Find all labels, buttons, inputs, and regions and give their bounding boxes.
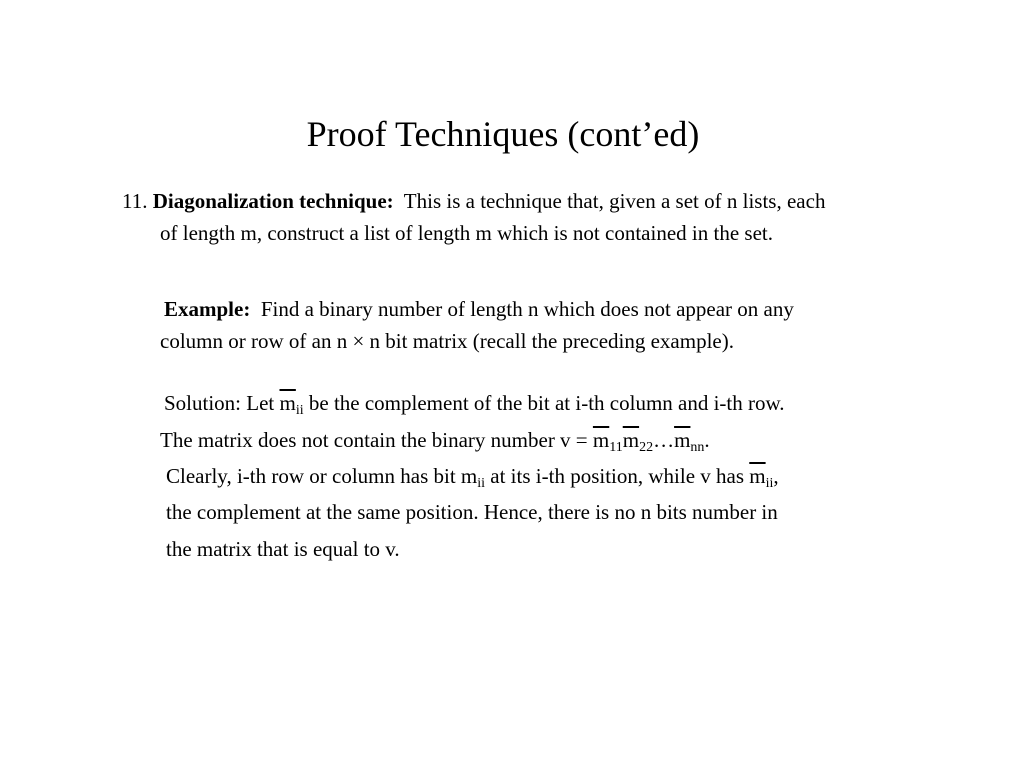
item-line-2: of length m, construct a list of length m which is not contained in the set. bbox=[160, 221, 773, 245]
complement-symbol: $\overline{m}$ bbox=[279, 391, 296, 415]
solution-line-3 bbox=[166, 463, 779, 489]
solution-line-2 bbox=[160, 427, 710, 453]
solution-line-4: the complement at the same position. Hence, there is no n bits number in bbox=[166, 500, 778, 524]
complement-symbol: $\overline{m}$ bbox=[749, 464, 766, 488]
punctuation: . bbox=[704, 428, 710, 452]
example-line-1 bbox=[164, 296, 794, 322]
solution-text: Clearly, i-th row or column has bit m bbox=[166, 464, 478, 488]
subscript: ii bbox=[295, 403, 304, 418]
punctuation: , bbox=[773, 464, 779, 488]
solution-text: be the complement of the bit at i-th column and i-th row. bbox=[308, 391, 785, 415]
subscript: ii bbox=[765, 476, 774, 491]
subscript: 22 bbox=[639, 440, 654, 455]
example-label: Example: bbox=[164, 297, 251, 321]
subscript: 11 bbox=[609, 440, 623, 455]
complement-symbol: $\overline{m}$ bbox=[674, 428, 691, 452]
solution-line-1 bbox=[164, 390, 785, 416]
example-text-1: Find a binary number of length n which does not appear on any bbox=[260, 297, 794, 321]
solution-text: at its i-th position, while v has bbox=[485, 464, 745, 488]
slide-title: Proof Techniques (cont’ed) bbox=[306, 114, 700, 154]
item-term: Diagonalization technique: bbox=[152, 189, 394, 213]
ellipsis: … bbox=[653, 428, 675, 452]
solution-text: The matrix does not contain the binary number v = bbox=[160, 428, 588, 452]
complement-symbol: $\overline{m}$ bbox=[622, 428, 640, 452]
item-number: 11. bbox=[122, 189, 148, 213]
subscript: ii bbox=[477, 476, 486, 491]
subscript: nn bbox=[690, 440, 705, 455]
solution-line-5: the matrix that is equal to v. bbox=[166, 537, 400, 561]
example-line-2: column or row of an n × n bit matrix (recall the preceding example). bbox=[160, 329, 734, 353]
item-text-1: This is a technique that, given a set of n lists, each bbox=[403, 189, 826, 213]
solution-text: Solution: Let bbox=[164, 391, 275, 415]
complement-symbol: $\overline{m}$ bbox=[592, 428, 610, 452]
item-line-1 bbox=[122, 188, 825, 214]
